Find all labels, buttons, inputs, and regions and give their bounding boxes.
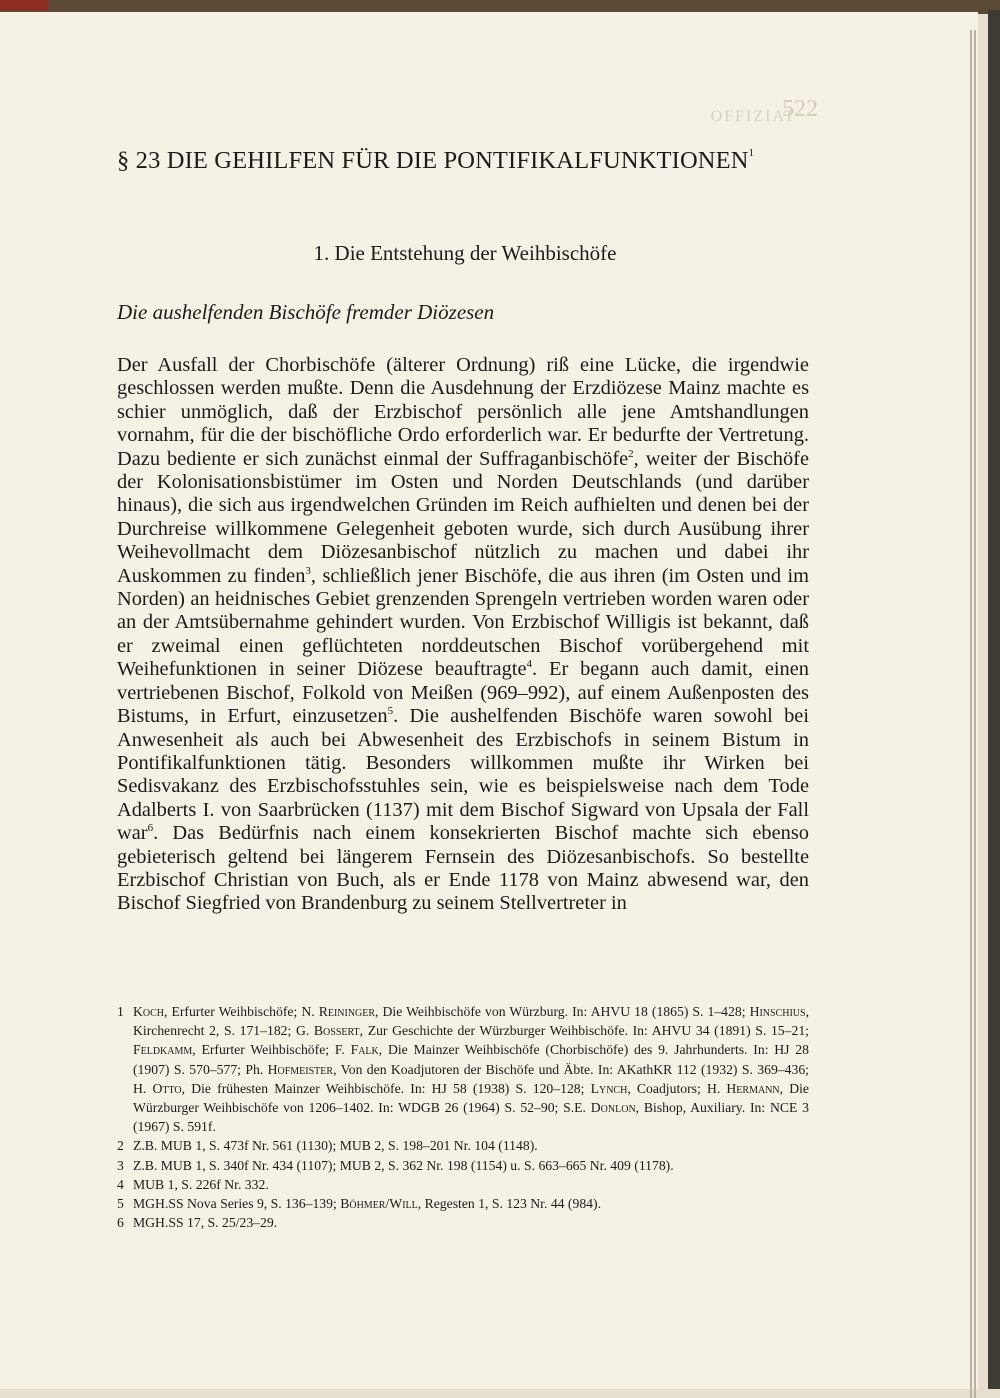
footnote-ref: 2 <box>628 447 634 460</box>
book-page <box>0 12 978 1389</box>
section-title <box>117 147 754 175</box>
body-text: . Das Bedürfnis nach einem konsekrierten Bischof machte sich ebenso gebieterisch geltend bei längerem Fernsein des Diözesanbischofs. So bestellte Erzbischof Christian von Buch, als er Ende 1178 von Mainz abwesend war, den Bischof Siegfried von Brandenburg zu seinem Stellvertreter in <box>117 822 809 915</box>
footnote-number: 4 <box>117 1176 124 1192</box>
footnote-text: , Erfurter Weihbischöfe; N. <box>164 1004 319 1019</box>
footnote-text: , Von den Koadjutoren der Bischöfe und Äbte. In: AKathKR 112 (1932) S. 369–436; H. <box>133 1061 809 1096</box>
footnote-text: , Die frühesten Mainzer Weihbischöfe. In: HJ 58 (1938) S. 120–128; <box>181 1080 591 1096</box>
footnote-author: Bossert <box>313 1023 360 1039</box>
footnote-author: Koch <box>133 1004 164 1019</box>
footnote-text: , Regesten 1, S. 123 Nr. 44 (984). <box>417 1196 601 1212</box>
italic-heading: Die aushelfenden Bischöfe fremder Diözesen <box>117 300 495 324</box>
footnote-author: Donlon <box>590 1100 636 1116</box>
footnote-number: 6 <box>117 1215 124 1231</box>
footnote-ref: 5 <box>387 705 394 718</box>
footnote-author: Böhmer/Will <box>340 1196 418 1212</box>
footnote-number: 5 <box>117 1196 124 1212</box>
body-text: . Die aushelfenden Bischöfe waren sowohl bei Anwesenheit als auch bei Abwesenheit des Erzbischofs in seinem Bistum in Pontifikalfunktionen tätig. Besonders willkommen mußte ihr Wirken bei Sedisvakanz des Erzbischofsstuhles sein, wie es beispielsweise nach dem Tode Adalberts I. von Saarbrücken (1137) mit dem Bischof Sigward von Upsala der Fall war <box>117 705 809 845</box>
section-title-text: § 23 DIE GEHILFEN FÜR DIE PONTIFIKALFUNKTIONEN <box>117 147 749 174</box>
footnote-text: Z.B. MUB 1, S. 340f Nr. 434 (1107); MUB 2, S. 362 Nr. 198 (1154) u. S. 663–665 Nr. 409 (1178). <box>133 1157 674 1173</box>
footnote-number: 3 <box>117 1157 124 1173</box>
footnotes <box>117 1002 809 1232</box>
subheading: 1. Die Entstehung der Weihbischöfe <box>313 241 617 265</box>
page-edge-line <box>974 30 976 1398</box>
footnote-author: Falk <box>350 1042 379 1058</box>
footnote-author: Lynch <box>590 1080 628 1096</box>
footnote-ref: 6 <box>147 822 154 835</box>
page-edge-line <box>970 30 972 1398</box>
footnote-author: Otto <box>152 1080 182 1096</box>
section-title-footnote-ref: 1 <box>748 147 755 159</box>
footnote-text: MUB 1, S. 226f Nr. 332. <box>133 1176 269 1192</box>
footnote-text: Z.B. MUB 1, S. 473f Nr. 561 (1130); MUB 2, S. 198–201 Nr. 104 (1148). <box>133 1138 538 1154</box>
body-text: Der Ausfall der Chorbischöfe (älterer Ordnung) riß eine Lücke, die irgendwie geschlossen werden mußte. Denn die Ausdehnung der Erzdiözese Mainz machte es schier unmöglich, daß der Erzbischof persönlich alle jene Amtshandlungen vornahm, für die der bischöfliche Ordo erforderlich war. Er bedurfte der Vertretung. Dazu bediente er sich zunächst einmal der Suffraganbischöfe <box>117 354 809 470</box>
footnote-5 <box>117 1194 809 1213</box>
footnote-ref: 3 <box>305 564 311 577</box>
footnote-text: MGH.SS Nova Series 9, S. 136–139; <box>133 1196 341 1212</box>
footnote-1 <box>117 1002 809 1136</box>
show-through-page-number: 522 <box>782 96 818 122</box>
body-text: . Er begann auch damit, einen vertriebenen Bischof, Folkold von Meißen (969–992), auf einem Außenposten des Bistums, in Erfurt, einzusetzen <box>117 658 809 728</box>
footnote-text: MGH.SS 17, S. 25/23–29. <box>133 1215 278 1231</box>
footnote-text: , Zur Geschichte der Würzburger Weihbischöfe. In: AHVU 34 (1891) S. 15–21; <box>359 1023 809 1039</box>
footnote-3 <box>117 1156 809 1175</box>
book-spine-mark <box>0 0 48 10</box>
footnote-ref: 4 <box>526 658 532 671</box>
footnote-text: , Kirchenrecht 2, S. 171–182; G. <box>133 1004 810 1039</box>
show-through-running-head: OFFIZIAT <box>710 108 796 125</box>
footnote-author: Reininger <box>318 1004 376 1019</box>
footnote-number: 2 <box>117 1138 124 1154</box>
footnote-text: , Die Würzburger Weihbischöfe von 1206–1402. In: WDGB 26 (1964) S. 52–90; S.E. <box>133 1080 810 1116</box>
footnote-6 <box>117 1213 809 1232</box>
footnote-text: , Coadjutors; H. <box>627 1080 727 1096</box>
footnote-number: 1 <box>117 1004 124 1019</box>
footnote-2 <box>117 1136 809 1155</box>
footnote-author: Hermann <box>726 1080 780 1096</box>
footnote-text: , Bishop, Auxiliary. In: NCE 3 (1967) S. 591f. <box>133 1100 809 1135</box>
body-text: , weiter der Bischöfe der Kolonisationsbistümer im Osten und Norden Deutschlands (und darüber hinaus), die sich aus irgendwelchen Gründen im Reich aufhielten und denen bei der Durchreise willkommene Gelegenheit geboten wurde, sich durch Ausübung ihrer Weihevollmacht dem Diözesanbischof nützlich zu machen und dabei ihr Auskommen zu finden <box>117 447 809 587</box>
book-right-edge <box>988 10 1000 1389</box>
footnote-author: Hofmeister <box>267 1061 334 1077</box>
footnote-text: , Erfurter Weihbischöfe; F. <box>192 1042 351 1058</box>
body-paragraph <box>117 354 809 916</box>
footnote-author: Hinschius <box>749 1004 806 1019</box>
body-text: , schließlich jener Bischöfe, die aus ihren (im Osten und im Norden) an heidnisches Gebiet grenzenden Sprengeln vertrieben worden waren oder an der Amtsübernahme gehindert wurden. Von Erzbischof Willigis ist bekannt, daß er zweimal einen geflüchteten norddeutschen Bischof vorübergehend mit Weihefunktionen in seiner Diözese beauftragte <box>117 564 809 681</box>
footnote-author: Feldkamm <box>133 1042 193 1058</box>
footnote-text: , Die Mainzer Weihbischöfe (Chorbischöfe) des 9. Jahrhunderts. In: HJ 28 (1907) S. 570–577; Ph. <box>133 1042 809 1077</box>
footnote-4 <box>117 1175 809 1194</box>
footnote-text: , Die Weihbischöfe von Würzburg. In: AHVU 18 (1865) S. 1–428; <box>375 1004 750 1019</box>
